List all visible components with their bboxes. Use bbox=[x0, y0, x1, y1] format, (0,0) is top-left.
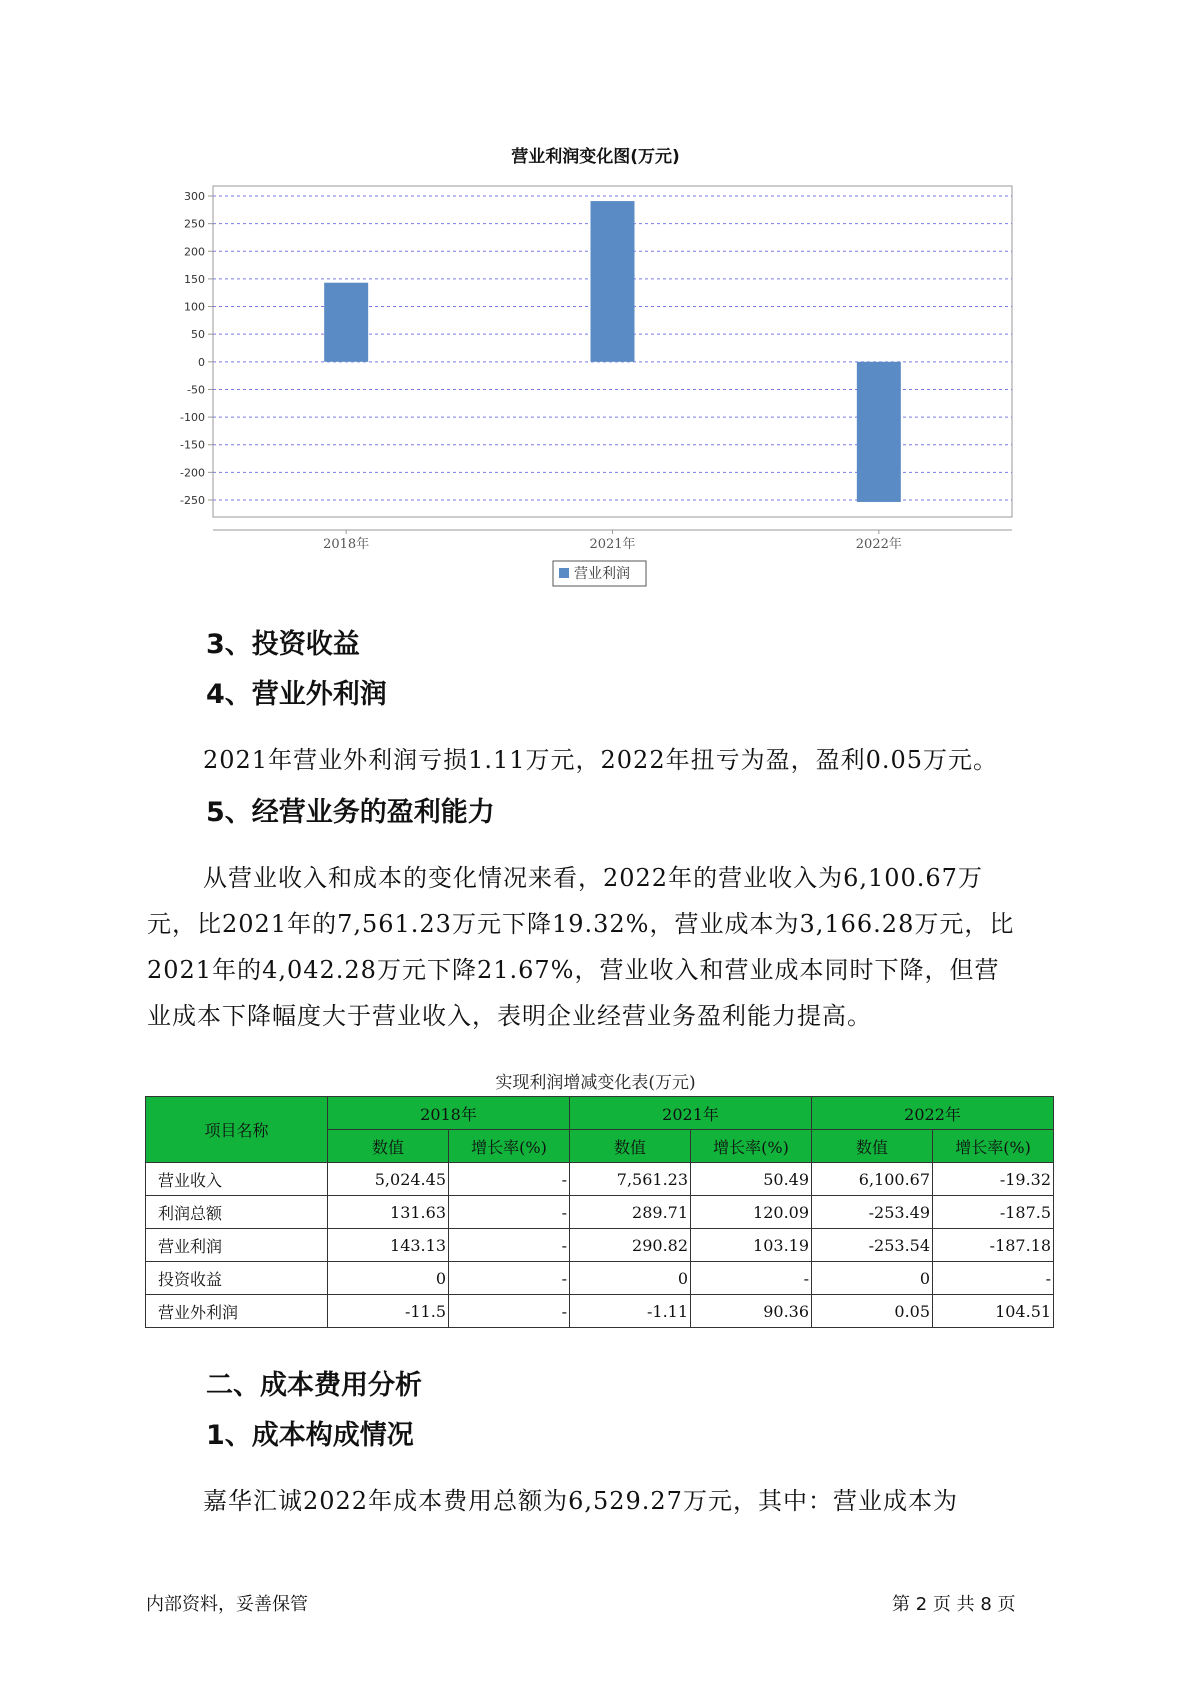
heading-cost-analysis: 二、成本费用分析 bbox=[206, 1370, 422, 1401]
cell: 90.36 bbox=[691, 1295, 812, 1328]
cell: - bbox=[449, 1262, 570, 1295]
paragraph-profitability-line-1: 从营业收入和成本的变化情况来看，2022年的营业收入为6,100.67万 bbox=[203, 864, 983, 892]
header-item-name: 项目名称 bbox=[146, 1097, 328, 1163]
paragraph-profitability-line-3: 2021年的4,042.28万元下降21.67%，营业收入和营业成本同时下降，但营 bbox=[147, 956, 1000, 984]
y-tick-label: -150 bbox=[180, 438, 205, 452]
cell: 0 bbox=[570, 1262, 691, 1295]
y-tick-label: 300 bbox=[184, 190, 205, 203]
profit-bar-chart bbox=[0, 0, 1191, 600]
cell: - bbox=[449, 1196, 570, 1229]
table-row bbox=[146, 1295, 1054, 1328]
cell: 103.19 bbox=[691, 1229, 812, 1262]
table-row bbox=[146, 1163, 1054, 1196]
cell: - bbox=[449, 1295, 570, 1328]
cell: 143.13 bbox=[328, 1229, 449, 1262]
legend-swatch bbox=[559, 568, 569, 578]
cell: -187.18 bbox=[933, 1229, 1054, 1262]
paragraph-profitability-line-4: 业成本下降幅度大于营业收入，表明企业经营业务盈利能力提高。 bbox=[147, 1002, 872, 1030]
y-tick-label: -50 bbox=[187, 383, 205, 397]
header-year-2021: 2021年 bbox=[570, 1097, 812, 1130]
header-growth: 增长率(%) bbox=[449, 1130, 570, 1163]
table-caption: 实现利润增减变化表(万元) bbox=[495, 1073, 696, 1093]
heading-investment-income: 3、投资收益 bbox=[206, 629, 360, 660]
header-value: 数值 bbox=[328, 1130, 449, 1163]
cell: 290.82 bbox=[570, 1229, 691, 1262]
paragraph-profitability-line-2: 元，比2021年的7,561.23万元下降19.32%，营业成本为3,166.28万元，比 bbox=[147, 910, 1015, 938]
cell: 0.05 bbox=[812, 1295, 933, 1328]
footer-page-number: 第 2 页 共 8 页 bbox=[892, 1594, 1016, 1615]
cell: -253.54 bbox=[812, 1229, 933, 1262]
header-year-2018: 2018年 bbox=[328, 1097, 570, 1130]
heading-cost-structure: 1、成本构成情况 bbox=[206, 1420, 414, 1451]
cell: 7,561.23 bbox=[570, 1163, 691, 1196]
cell: - bbox=[933, 1262, 1054, 1295]
cell: -1.11 bbox=[570, 1295, 691, 1328]
cell: 131.63 bbox=[328, 1196, 449, 1229]
table-row bbox=[146, 1262, 1054, 1295]
cell: -11.5 bbox=[328, 1295, 449, 1328]
heading-profitability: 5、经营业务的盈利能力 bbox=[206, 797, 495, 828]
y-tick-label: -200 bbox=[180, 466, 205, 480]
profit-change-table bbox=[145, 1096, 1054, 1328]
cell: 0 bbox=[328, 1262, 449, 1295]
table-row bbox=[146, 1229, 1054, 1262]
bar bbox=[857, 362, 901, 502]
cell: 5,024.45 bbox=[328, 1163, 449, 1196]
footer-confidential-note: 内部资料，妥善保管 bbox=[146, 1594, 308, 1615]
header-year-2022: 2022年 bbox=[812, 1097, 1054, 1130]
bar bbox=[591, 201, 635, 362]
header-value: 数值 bbox=[812, 1130, 933, 1163]
cell: 0 bbox=[812, 1262, 933, 1295]
y-tick-label: 50 bbox=[191, 328, 205, 342]
cell: -187.5 bbox=[933, 1196, 1054, 1229]
table-row bbox=[146, 1196, 1054, 1229]
paragraph-non-operating-profit: 2021年营业外利润亏损1.11万元，2022年扭亏为盈，盈利0.05万元。 bbox=[203, 746, 999, 774]
table-header-row-years bbox=[146, 1097, 1054, 1130]
heading-non-operating-profit: 4、营业外利润 bbox=[206, 679, 387, 710]
y-tick-label: -100 bbox=[180, 411, 205, 425]
y-tick-label: 200 bbox=[184, 245, 205, 259]
cell: - bbox=[691, 1262, 812, 1295]
cell: 50.49 bbox=[691, 1163, 812, 1196]
header-growth: 增长率(%) bbox=[691, 1130, 812, 1163]
paragraph-cost-structure: 嘉华汇诚2022年成本费用总额为6,529.27万元，其中：营业成本为 bbox=[203, 1487, 958, 1515]
row-name: 营业利润 bbox=[146, 1229, 328, 1262]
cell: 6,100.67 bbox=[812, 1163, 933, 1196]
row-name: 营业外利润 bbox=[146, 1295, 328, 1328]
y-tick-label: -250 bbox=[180, 494, 205, 507]
y-tick-label: 150 bbox=[184, 272, 205, 286]
cell: 104.51 bbox=[933, 1295, 1054, 1328]
y-tick-label: 0 bbox=[198, 355, 205, 369]
x-tick-label: 2021年 bbox=[589, 537, 636, 552]
cell: - bbox=[449, 1229, 570, 1262]
x-tick-label: 2022年 bbox=[855, 537, 902, 552]
legend-label: 营业利润 bbox=[574, 566, 630, 582]
y-tick-label: 100 bbox=[184, 300, 205, 314]
row-name: 营业收入 bbox=[146, 1163, 328, 1196]
row-name: 利润总额 bbox=[146, 1196, 328, 1229]
cell: -253.49 bbox=[812, 1196, 933, 1229]
y-tick-label: 250 bbox=[184, 217, 205, 231]
cell: 289.71 bbox=[570, 1196, 691, 1229]
bar bbox=[324, 283, 368, 362]
cell: - bbox=[449, 1163, 570, 1196]
cell: 120.09 bbox=[691, 1196, 812, 1229]
header-value: 数值 bbox=[570, 1130, 691, 1163]
header-growth: 增长率(%) bbox=[933, 1130, 1054, 1163]
cell: -19.32 bbox=[933, 1163, 1054, 1196]
row-name: 投资收益 bbox=[146, 1262, 328, 1295]
chart-title: 营业利润变化图(万元) bbox=[511, 147, 680, 167]
x-tick-label: 2018年 bbox=[323, 537, 370, 552]
